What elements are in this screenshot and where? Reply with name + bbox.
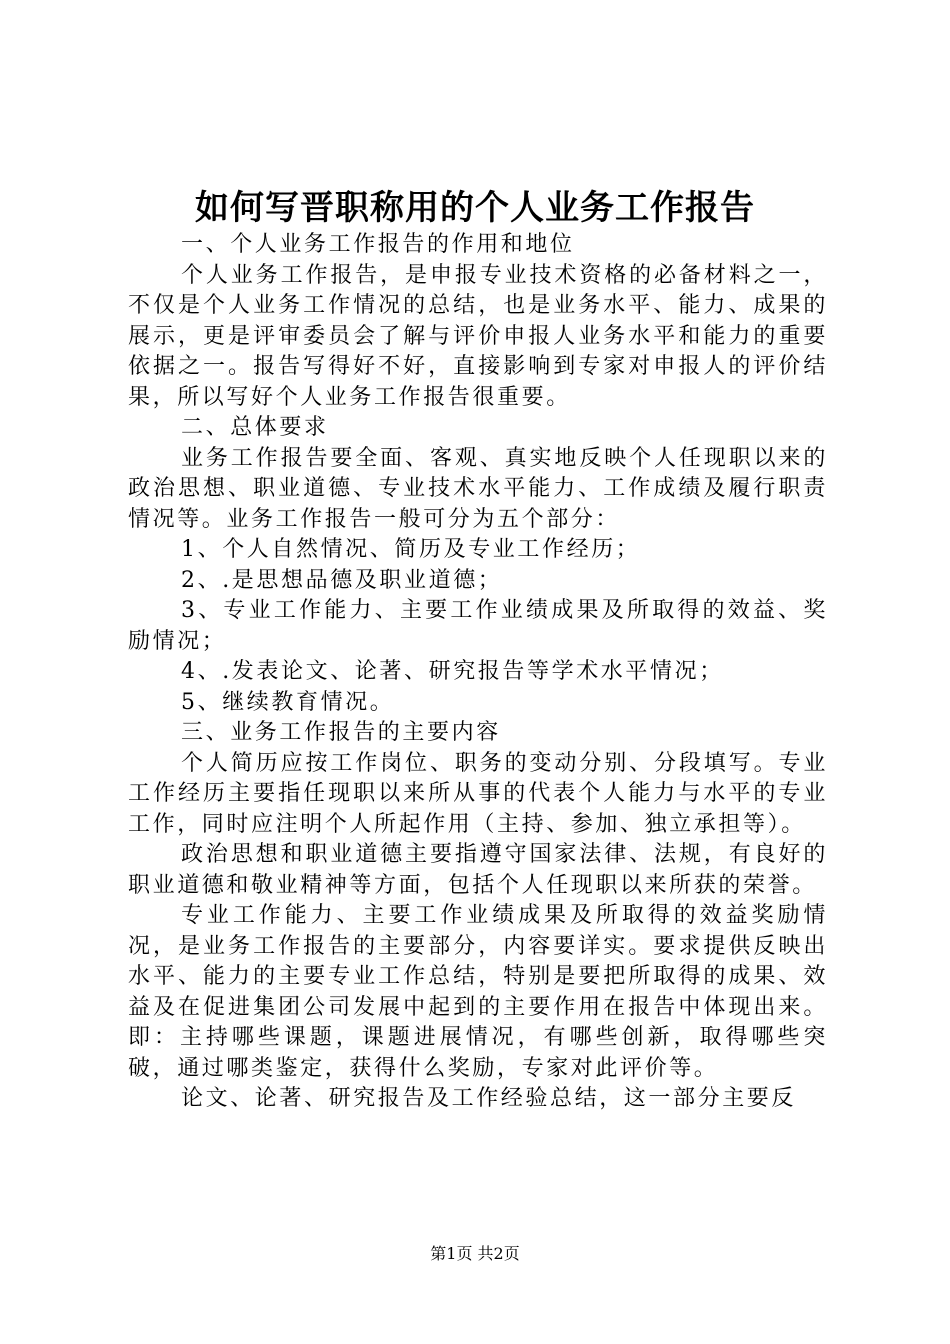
- paragraph: 专业工作能力、主要工作业绩成果及所取得的效益奖励情况，是业务工作报告的主要部分，内容要详实。要求提供反映出水平、能力的主要专业工作总结，特别是要把所取得的成果、效益及在促进集团公司发展中起到的主要作用在报告中体现出来。即：主持哪些课题，课题进展情况，有哪些创新，取得哪些突破，通过哪类鉴定，获得什么奖励，专家对此评价等。: [128, 903, 828, 1081]
- paragraph: 个人简历应按工作岗位、职务的变动分别、分段填写。专业工作经历主要指任现职以来所从事的代表个人能力与水平的专业工作，同时应注明个人所起作用（主持、参加、独立承担等）。: [128, 750, 828, 837]
- paragraph: 业务工作报告要全面、客观、真实地反映个人任现职以来的政治思想、职业道德、专业技术水平能力、工作成绩及履行职责情况等。业务工作报告一般可分为五个部分：: [128, 445, 828, 532]
- paragraph: 论文、论著、研究报告及工作经验总结，这一部分主要反: [181, 1086, 797, 1111]
- section-heading-1: 一、个人业务工作报告的作用和地位: [181, 232, 575, 257]
- document-title: 如何写晋职称用的个人业务工作报告: [195, 188, 755, 228]
- list-item: 5、继续教育情况。: [181, 689, 395, 715]
- paragraph: 个人业务工作报告，是申报专业技术资格的必备材料之一，不仅是个人业务工作情况的总结，也是业务水平、能力、成果的展示，更是评审委员会了解与评价申报人业务水平和能力的重要依据之一。报告写得好不好，直接影响到专家对申报人的评价结果，所以写好个人业务工作报告很重要。: [128, 262, 828, 410]
- section-heading-3: 三、业务工作报告的主要内容: [181, 720, 501, 745]
- section-heading-2: 二、总体要求: [181, 415, 329, 440]
- page-footer: 第1页 共2页: [430, 1244, 520, 1263]
- document-body: [128, 230, 828, 1115]
- paragraph: 政治思想和职业道德主要指遵守国家法律、法规，有良好的职业道德和敬业精神等方面，包括个人任现职以来所获的荣誉。: [128, 842, 828, 898]
- list-item: 4、.发表论文、论著、研究报告等学术水平情况；: [181, 659, 724, 684]
- list-item: 2、.是思想品德及职业道德；: [181, 567, 503, 593]
- list-item: 3、专业工作能力、主要工作业绩成果及所取得的效益、奖励情况；: [128, 598, 828, 654]
- list-item: 1、个人自然情况、简历及专业工作经历；: [181, 537, 641, 562]
